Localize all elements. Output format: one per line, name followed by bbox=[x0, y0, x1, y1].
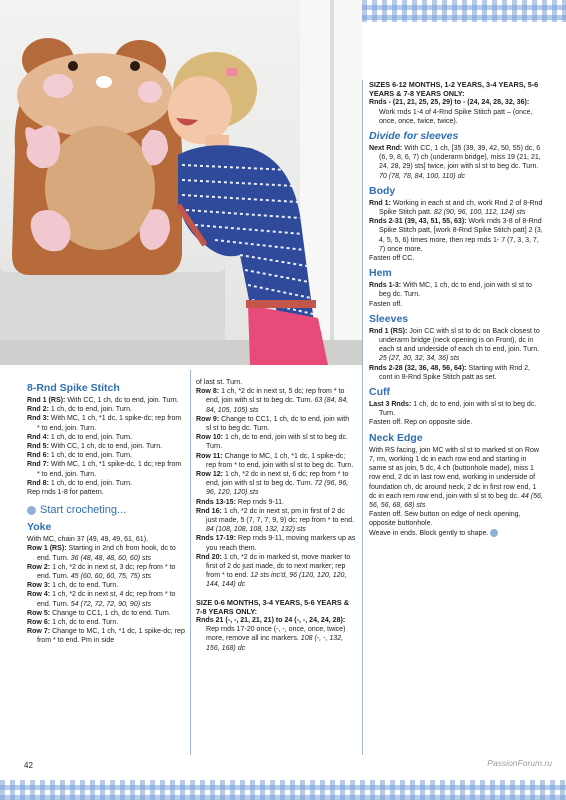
row-label: Row 11: bbox=[196, 452, 223, 460]
column-middle bbox=[196, 378, 356, 653]
instruction-row bbox=[369, 400, 545, 418]
row-label: Rnds - (21, 21, 25, 25, 29) to - (24, 24, 28, 32, 36): bbox=[369, 99, 530, 107]
row-text: 1 ch, *2 dc in next st, 4 dc; rep from * to end. Turn. bbox=[37, 591, 176, 608]
instruction-row bbox=[27, 433, 185, 442]
row-text: With MC, 1 ch, dc to end, join with sl st to beg dc. Turn. bbox=[379, 282, 532, 299]
size-heading: SIZES 6-12 MONTHS, 1-2 YEARS, 3-4 YEARS, 5-6 YEARS & 7-8 YEARS ONLY: bbox=[369, 80, 539, 99]
row-label: Rnd 3: bbox=[27, 415, 49, 423]
instruction-text bbox=[369, 300, 545, 309]
instruction-row bbox=[196, 387, 356, 415]
instruction-row bbox=[27, 590, 185, 608]
row-label: Rnds 2-28 (32, 36, 48, 56, 64): bbox=[369, 364, 467, 372]
stitch-count: 36 (48, 48, 48, 60, 60) sts bbox=[70, 554, 152, 562]
gingham-border-top bbox=[362, 0, 566, 22]
gingham-border-bottom bbox=[0, 780, 566, 800]
instruction-row bbox=[369, 199, 545, 217]
instruction-text bbox=[196, 378, 356, 387]
row-text: With MC, 1 ch, *1 spike-dc, 1 dc; rep from * to end, join. Turn. bbox=[37, 461, 182, 478]
bullet-label: Start crocheting... bbox=[40, 503, 127, 516]
row-text: Change to MC, 1 ch, *1 dc, 1 spike-dc; rep from * to end, join with sl st to beg dc. Turn. bbox=[206, 452, 354, 469]
end-mark-icon bbox=[490, 529, 498, 537]
row-text: With RS facing, join MC with sl st to marked st on Row 7, rm, working 1 dc in each row end and starting in same st as join, 5 dc, 4 ch (buttonhole made), miss 1 row end, 2 dc in last row end, working in underside of foundation ch, dc around neck, 2 dc in first row end, 1 dc in each rem row end, join with sl st to beg dc. bbox=[369, 446, 539, 500]
column-divider bbox=[190, 370, 191, 755]
stitch-count: 63 (84, 84, 84, 105, 105) sts bbox=[206, 397, 349, 414]
column-left bbox=[27, 378, 185, 646]
section-heading: Neck Edge bbox=[369, 431, 423, 444]
instruction-row bbox=[196, 470, 356, 498]
row-label: Rnd 2: bbox=[27, 406, 49, 414]
instruction-row bbox=[27, 442, 185, 451]
row-text: of last st. Turn. bbox=[196, 379, 243, 386]
row-text: 1 ch, dc to end, join with sl st to beg dc. Turn. bbox=[206, 434, 348, 451]
row-text: Starting in 2nd ch from hook, dc to end. Turn. bbox=[37, 545, 176, 562]
row-text: 1 ch, dc to end, join. Turn. bbox=[50, 406, 132, 414]
row-label: Rnds 17-19: bbox=[196, 535, 236, 543]
instruction-row bbox=[196, 433, 356, 451]
section-heading: Cuff bbox=[369, 386, 390, 399]
stitch-count: 12 sts inc'd, 96 (120, 120, 120, 144, 144) dc bbox=[206, 572, 347, 589]
stitch-count: 44 (56, 56, 56, 68, 68) sts bbox=[369, 492, 543, 509]
instruction-row bbox=[27, 581, 185, 590]
section-heading: Yoke bbox=[27, 521, 52, 534]
instruction-row bbox=[27, 627, 185, 645]
section-heading: Body bbox=[369, 184, 396, 197]
row-label: Row 4: bbox=[27, 591, 51, 599]
instruction-text-body: Weave in ends. Block gently to shape. bbox=[369, 529, 489, 537]
row-text: Change to CC1, 1 ch, dc to end. Turn. bbox=[52, 609, 171, 617]
section-heading: Hem bbox=[369, 267, 392, 280]
row-text: 1 ch, *2 dc in next st, 3 dc; rep from * to end. Turn. bbox=[37, 563, 176, 581]
row-text: 1 ch, dc to end. Turn. bbox=[52, 582, 119, 590]
row-text: 1 ch, dc to end. Turn. bbox=[52, 619, 119, 627]
instruction-row bbox=[369, 281, 545, 299]
size-heading: SIZE 0-6 MONTHS, 3-4 YEARS, 5-6 YEARS & 7-8 YEARS ONLY: bbox=[196, 597, 350, 616]
row-text: 1 ch, dc to end, join. Turn. bbox=[50, 433, 132, 441]
row-label: Next Rnd: bbox=[369, 145, 403, 153]
instruction-text bbox=[369, 446, 545, 510]
row-label: Rnd 7: bbox=[27, 461, 49, 469]
stitch-count: 25 (27, 30, 32, 34, 36) sts bbox=[379, 355, 460, 363]
row-label: Rnds 2-31 (39, 43, 51, 55, 63): bbox=[369, 218, 467, 226]
row-text: Change to MC, 1 ch, *1 dc, 1 spike-dc; rep from * to end. Pm in side bbox=[37, 628, 185, 645]
instruction-row bbox=[369, 364, 545, 382]
stitch-count: 45 (60, 60, 60, 75, 75) sts bbox=[70, 573, 152, 581]
row-label: Row 8: bbox=[196, 388, 220, 396]
row-label: Rnds 21 (-, -, 21, 21, 21) to 24 (-, -, 24, 24, 28): bbox=[196, 617, 346, 625]
row-text: Join CC with sl st to dc on Back closest to underarm bridge (neck opening is on Front), dc in each st and underside of each ch to end, join. Turn. bbox=[379, 327, 540, 354]
instruction-row bbox=[27, 609, 185, 618]
instruction-row bbox=[27, 618, 185, 627]
row-label: Row 2: bbox=[27, 563, 51, 571]
instruction-row bbox=[196, 616, 356, 653]
hero-photo bbox=[0, 0, 362, 365]
row-text: Fasten off. bbox=[369, 300, 403, 308]
section-heading: 8-Rnd Spike Stitch bbox=[27, 382, 120, 394]
page-number: 42 bbox=[24, 761, 33, 770]
row-text: With CC, 1 ch, dc to end, join. Turn. bbox=[50, 443, 163, 451]
stitch-count: 84 (108, 108, 108, 132, 132) sts bbox=[206, 526, 306, 534]
column-right bbox=[369, 80, 545, 538]
stitch-count: 54 (72, 72, 72, 90, 90) sts bbox=[70, 600, 152, 608]
instruction-row bbox=[369, 327, 545, 364]
stitch-count: 70 (78, 78, 84, 100, 110) dc bbox=[379, 172, 466, 180]
instruction-row bbox=[196, 534, 356, 552]
row-text: With MC, chain 37 (49, 49, 49, 61, 61). bbox=[27, 536, 149, 544]
stitch-count: 82 (90, 96, 100, 112, 124) sts bbox=[433, 209, 526, 217]
row-text: Fasten off. Sew button on edge of neck opening, opposite buttonhole. bbox=[369, 511, 521, 528]
row-label: Row 9: bbox=[196, 415, 220, 423]
row-label: Rnd 6: bbox=[27, 452, 49, 460]
instruction-row bbox=[27, 451, 185, 460]
section-heading: Divide for sleeves bbox=[369, 130, 459, 143]
row-label: Row 10: bbox=[196, 434, 224, 442]
spacer bbox=[196, 590, 356, 598]
row-label: Rnd 5: bbox=[27, 443, 49, 451]
row-text: With MC, 1 ch, *1 dc, 1 spike-dc; rep from * to end, join. Turn. bbox=[37, 415, 182, 432]
row-text: Working in each st and ch, work Rnd 2 of 8-Rnd Spike Stitch patt. bbox=[379, 199, 543, 217]
row-text: Work rnds 1-4 of 4-Rnd Spike Stitch patt – (once, once, once, twice, twice). bbox=[379, 108, 533, 125]
instruction-row bbox=[27, 544, 185, 562]
row-text: Starting with Rnd 2, cont in 8-Rnd Spike Stitch patt as set. bbox=[379, 364, 531, 381]
row-label: Row 6: bbox=[27, 619, 51, 627]
stitch-count: 72 (96, 96, 96, 120, 120) sts bbox=[206, 480, 349, 497]
row-text: 1 ch, dc to end, join. Turn. bbox=[50, 452, 132, 460]
row-label: Row 5: bbox=[27, 609, 51, 617]
row-label: Row 7: bbox=[27, 628, 51, 636]
row-label: Rnds 13-15: bbox=[196, 498, 236, 506]
instruction-row bbox=[27, 396, 185, 405]
instruction-row bbox=[369, 98, 545, 126]
instruction-row bbox=[196, 452, 356, 470]
row-label: Row 1 (RS): bbox=[27, 545, 67, 553]
watermark: PassionForum.ru bbox=[487, 758, 552, 768]
instruction-row bbox=[369, 144, 545, 181]
row-text: Fasten off. Rep on opposite side. bbox=[369, 419, 473, 427]
row-text: Rep rnds 17-20 once (-, -, once, once, twice) more, remove all inc markers. bbox=[206, 626, 346, 643]
instruction-row bbox=[196, 498, 356, 507]
row-text: Change to CC1, 1 ch, dc to end, join with sl st to beg dc. Turn. bbox=[206, 415, 350, 433]
row-label: Rnd 1: bbox=[369, 199, 391, 207]
row-text: With CC, 1 ch, [35 (39, 39, 42, 50, 55) dc, 6 (6, 9, 8, 6, 7) ch (underarm bridge), miss 19 (21, 21, 24, 28, 29) sts] twice, join with sl st to beg dc. Turn. bbox=[379, 145, 541, 171]
row-text: 1 ch, *2 dc in next st, 5 dc; rep from * to end, join with sl st to beg dc. Turn. bbox=[206, 388, 345, 405]
instruction-row bbox=[27, 405, 185, 414]
row-text: 1 ch, *2 dc in next st, pm in first of 2 dc just made, 5 (7, 7, 7, 9, 9) dc; rep from * to end. bbox=[206, 507, 355, 525]
row-text: Fasten off CC. bbox=[369, 255, 415, 263]
instruction-text bbox=[27, 535, 185, 544]
row-label: Row 3: bbox=[27, 582, 51, 590]
instruction-row bbox=[196, 415, 356, 433]
row-text: 1 ch, *2 dc in marked st, move marker to first of 2 dc just made, dc to next marker; rep from * to end. bbox=[206, 553, 351, 580]
row-label: Rnd 1 (RS): bbox=[369, 327, 408, 335]
row-text: Rep rnds 9-11. bbox=[237, 498, 285, 506]
instruction-row bbox=[369, 217, 545, 254]
instruction-row bbox=[27, 563, 185, 581]
row-label: Rnd 8: bbox=[27, 479, 49, 487]
photo-illustration bbox=[0, 0, 362, 365]
row-text: With CC, 1 ch, dc to end, join. Turn. bbox=[67, 397, 179, 404]
instruction-text bbox=[27, 488, 185, 497]
column-divider bbox=[362, 80, 363, 755]
stitch-count: 108 (-, -, 132, 156, 168) dc bbox=[206, 635, 344, 652]
instruction-row bbox=[27, 479, 185, 488]
row-label: Rnd 16: bbox=[196, 507, 222, 515]
row-label: Rnd 4: bbox=[27, 433, 49, 441]
start-crocheting-heading bbox=[27, 503, 185, 517]
row-text: 1 ch, *2 dc in next st, 6 dc; rep from * to end, join with sl st to beg dc. Turn. bbox=[206, 471, 349, 488]
row-text: Work rnds 3-8 of 8-Rnd Spike Stitch patt, [work 8-Rnd Spike Stitch patt] 2 (3, 4, 5, 5, 6) times more, then rep rnds 1- 7 (7, 3, 3, 7, 7) once more. bbox=[379, 218, 543, 253]
row-label: Last 3 Rnds: bbox=[369, 401, 412, 409]
row-text: 1 ch, dc to end, join. Turn. bbox=[50, 479, 132, 487]
row-label: Row 12: bbox=[196, 471, 224, 479]
row-text: Rep rnds 9-11, moving markers up as you reach them. bbox=[206, 535, 356, 552]
instruction-text bbox=[369, 418, 545, 427]
row-label: Rnd 20: bbox=[196, 553, 222, 561]
instruction-row bbox=[27, 414, 185, 432]
instruction-row bbox=[27, 460, 185, 478]
instruction-text bbox=[369, 510, 545, 528]
section-heading: Sleeves bbox=[369, 312, 409, 325]
instruction-text bbox=[369, 529, 545, 538]
bullet-icon bbox=[27, 506, 36, 515]
instruction-row bbox=[196, 553, 356, 590]
row-label: Rnd 1 (RS): bbox=[27, 397, 66, 404]
row-text: Rep rnds 1-8 for pattern. bbox=[27, 489, 104, 497]
instruction-row bbox=[196, 507, 356, 535]
row-label: Rnds 1-3: bbox=[369, 282, 402, 290]
row-text: 1 ch, dc to end, join with sl st to beg dc. Turn. bbox=[379, 401, 537, 418]
instruction-text bbox=[369, 254, 545, 263]
